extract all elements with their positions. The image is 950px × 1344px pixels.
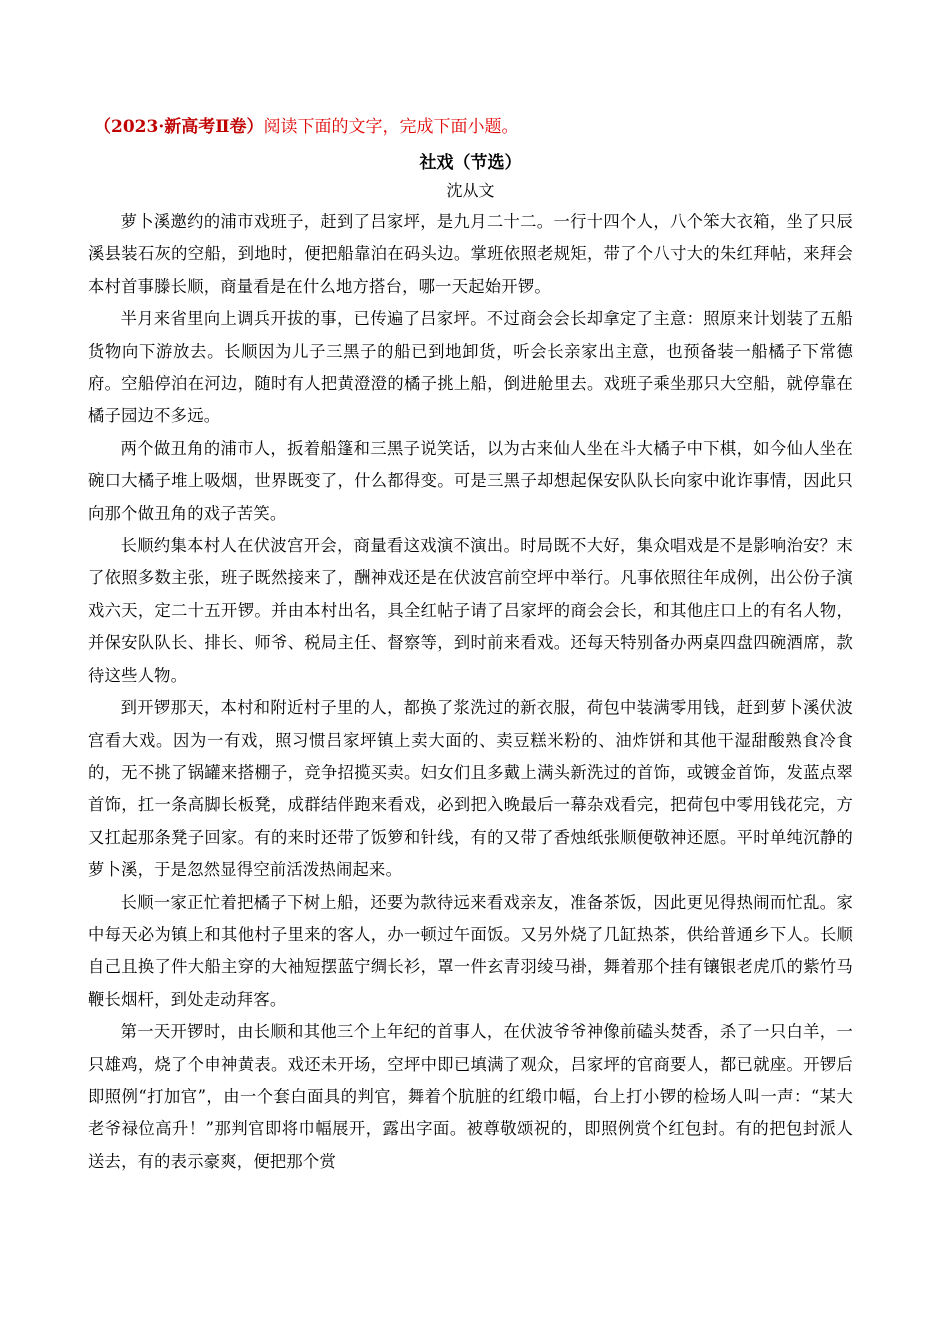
article-paragraph: 长顺一家正忙着把橘子下树上船，还要为款待远来看戏亲友，准备茶饭，因此更见得热闹而忙乱。家中每天必为镇上和其他村子里来的客人，办一顿过午面饭。又另外烧了几缸热茶，供给普通乡下人。长顺自己且换了件大船主穿的大袖短摆蓝宁绸长衫，罩一件玄青羽绫马褂，舞着那个挂有镶银老虎爪的紫竹马鞭长烟杆，到处走动拜客。	[88, 892, 853, 1009]
article-paragraph: 半月来省里向上调兵开拔的事，已传遍了吕家坪。不过商会会长却拿定了主意：照原来计划装了五船货物向下游放去。长顺因为儿子三黑子的船已到地卸货，听会长亲家出主意，也预备装一船橘子下常德府。空船停泊在河边，随时有人把黄澄澄的橘子挑上船，倒进舱里去。戏班子乘坐那只大空船，就停靠在橘子园边不多远。	[88, 309, 853, 426]
article-paragraph: 到开锣那天，本村和附近村子里的人，都换了浆洗过的新衣服，荷包中装满零用钱，赶到萝卜溪伏波宫看大戏。因为一有戏，照习惯吕家坪镇上卖大面的、卖豆糕米粉的、油炸饼和其他干湿甜酸熟食冷食的，无不挑了锅罐来搭棚子，竞争招揽买卖。妇女们且多戴上满头新洗过的首饰，或镀金首饰，发蓝点翠首饰，扛一条高脚长板凳，成群结伴跑来看戏，必到把入晚最后一幕杂戏看完，把荷包中零用钱花完，方又扛起那条凳子回家。有的来时还带了饭箩和针线，有的又带了香烛纸张顺便敬神还愿。平时单纯沉静的萝卜溪，于是忽然显得空前活泼热闹起来。	[88, 698, 853, 880]
article-title: 社戏（节选）	[419, 153, 522, 173]
question-header	[94, 112, 853, 142]
article-body	[88, 206, 853, 1178]
article-paragraph: 长顺约集本村人在伏波宫开会，商量看这戏演不演出。时局既不大好，集众唱戏是不是影响治安？末了依照多数主张，班子既然接来了，酬神戏还是在伏波宫前空坪中举行。凡事依照往年成例，出公份子演戏六天，定二十五开锣。并由本村出名，具全红帖子请了吕家坪的商会会长，和其他庄口上的有名人物，并保安队队长、排长、师爷、税局主任、督察等，到时前来看戏。还每天特别备办两桌四盘四碗酒席，款待这些人物。	[88, 536, 853, 685]
question-instruction: 阅读下面的文字，完成下面小题。	[263, 117, 519, 137]
exam-page	[88, 112, 853, 1178]
article-paragraph: 第一天开锣时，由长顺和其他三个上年纪的首事人，在伏波爷爷神像前磕头焚香，杀了一只白羊，一只雄鸡，烧了个申神黄表。戏还未开场，空坪中即已填满了观众，吕家坪的官商要人，都已就座。开锣后即照例“打加官”，由一个套白面具的判官，舞着个肮脏的红缎巾幅，台上打小锣的检场人叫一声：“某大老爷禄位高升！”那判官即将巾幅展开，露出字面。被尊敬颂祝的，即照例赏个红包封。有的把包封派人送去，有的表示豪爽，便把那个赏	[88, 1022, 853, 1171]
question-source: （2023·新高考Ⅱ卷）	[94, 117, 264, 137]
article-paragraph: 萝卜溪邀约的浦市戏班子，赶到了吕家坪，是九月二十二。一行十四个人，八个笨大衣箱，坐了只辰溪县装石灰的空船，到地时，便把船靠泊在码头边。掌班依照老规矩，带了个八寸大的朱红拜帖，来拜会本村首事滕长顺，商量看是在什么地方搭台，哪一天起始开锣。	[88, 212, 853, 296]
article-author: 沈从文	[446, 181, 495, 200]
article-paragraph: 两个做丑角的浦市人，扳着船篷和三黑子说笑话，以为古来仙人坐在斗大橘子中下棋，如今仙人坐在碗口大橘子堆上吸烟，世界既变了，什么都得变。可是三黑子却想起保安队队长向家中讹诈事情，因此只向那个做丑角的戏子苦笑。	[88, 438, 853, 523]
